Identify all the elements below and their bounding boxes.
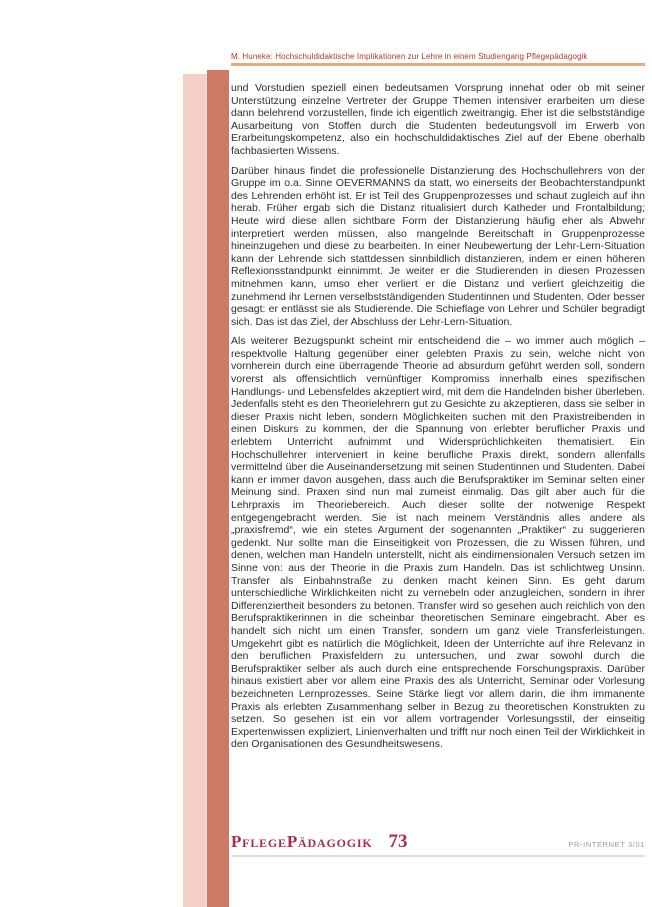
page-footer <box>231 831 645 857</box>
article-body <box>231 82 645 751</box>
footer-section-title: PflegePädagogik <box>231 832 373 851</box>
footer-rule <box>231 855 645 857</box>
page-content <box>231 52 645 758</box>
footer-issue-label: PR-INTERNET 3/01 <box>568 840 645 849</box>
article-paragraph-1: und Vorstudien speziell einen bedeutsamen Vorsprung innehat oder ob mit seiner Unterstützung einzelne Vertreter der Gruppe Themen intensiver erarbeiten um diese dann belehrend vorzustellen, finde ich eigentlich zweitrangig. Eher ist die selbstständige Ausarbeitung von Stoffen durch die Studenten bedeutungsvoll im Erwerb von Erarbeitungskompetenz, also ein hochschuldidaktisches Ziel auf der Ebene oberhalb fachbasierten Wissens. <box>231 82 645 157</box>
article-paragraph-3: Als weiterer Bezugspunkt scheint mir entscheidend die – wo immer auch möglich – respektvolle Haltung gegenüber einer gelebten Praxis zu sein, welche nicht von vornherein durch eine überragende Theorie ad absurdum geführt werden soll, sondern vorerst als offensichtlich vernünftiger Kompromiss innerhalb eines spezifischen Handlungs- und Lebensfeldes akzeptiert wird, mit dem die Handelnden bisher überleben. Jedenfalls steht es den Theorielehrern gut zu Gesichte zu akzeptieren, dass sie selber in dieser Praxis nicht leben, sondern Möglichkeiten suchen mit den Praxistreibenden in einen Diskurs zu kommen, der die Spannung von erlebter beruflicher Praxis und erlebtem Unterricht aufnimmt und Widersprüchlichkeiten thematisiert. Ein Hochschullehrer interveniert in keine berufliche Praxis direkt, sondern allenfalls vermittelnd über die Auseinandersetzung mit seinen Studentinnen und Studenten. Dabei kann er immer davon ausgehen, dass auch die Berufspraktiker im Seminar selten einer Meinung sind. Praxen sind nun mal zumeist einmalig. Das gilt aber auch für die Lehrpraxis im Theoriebereich. Auch dieser sollte der notwenige Respekt entgegengebracht werden. Sie ist nach meinem Verständnis alles andere als „praxisfremd“, wie ein stetes Argument der sogenannten „Praktiker“ zu suggerieren gedenkt. Nur sollte man die Einseitigkeit von Prozessen, die zu Wissen führen, und denen, welchen man Handeln unterstellt, nicht als eindimensionalen Versuch setzen im Sinne von: aus der Theorie in die Praxis zum Handeln. Das ist schlichtweg Unsinn. Transfer als Einbahnstraße zu denken macht keinen Sinn. Es geht darum unterschiedliche Wirklichkeiten nicht zu vernebeln oder anzugleichen, sondern in ihrer Differenziertheit besonders zu betonen. Transfer wird so gesehen auch reichlich von den Berufspraktikerinnen in die scheinbar theoretischen Seminare eingebracht. Aber es handelt sich nicht um einen Transfer, sondern um ganz viele Transferleistungen. Umgekehrt gibt es natürlich die Möglichkeit, Ideen der Unterrichte auf ihre Relevanz in den beruflichen Praxisfeldern zu untersuchen, und zwar sowohl durch die Berufspraktiker selber als auch durch eine entsprechende Forschungspraxis. Darüber hinaus existiert aber vor allem eine Praxis des als Unterricht, Seminar oder Vorlesung bezeichneten Lernprozesses. Seine Stärke liegt vor allem darin, die ihm immanente Praxis als erlebten Zusammenhang selber in Bezug zu theoretischen Konstrukten zu setzen. So gesehen ist ein vor allem vortragender Vorlesungsstil, der einseitig Expertenwissen expliziert, Linienverhalten und trifft nur noch einen Teil der Wirklichkeit in den Organisationen des Gesundheitswesens. <box>231 335 645 751</box>
footer-row <box>231 831 645 853</box>
running-header-rule <box>231 63 645 66</box>
footer-page-number: 73 <box>388 831 408 852</box>
left-margin-band-dark <box>207 70 229 907</box>
running-header: M. Huneke: Hochschuldidaktische Implikationen zur Lehre in einem Studiengang Pflegepädagogik <box>231 52 588 61</box>
article-paragraph-2: Darüber hinaus findet die professionelle Distanzierung des Hochschullehrers von der Gruppe im o.a. Sinne OEVERMANNS da statt, wo einerseits der Beobachterstandpunkt des Lehrenden erhöht ist. Er ist Teil des Gruppenprozesses und schaut zugleich auf ihn herab. Früher ergab sich die Distanz ritualisiert durch Katheder und Frontalbildung; Heute wird diese allen sichtbare Form der Distanzierung häufig eher als Abwehr interpretiert werden müssen, also mangelnde Bereitschaft in Gruppenprozesse hineinzugehen und diese zu bearbeiten. In einer Neubewertung der Lehr-Lern-Situation kann der Lehrende sich stattdessen sinnbildlich distanzieren, indem er einen höheren Reflexionsstandpunkt einnimmt. Je weiter er die Studierenden in diesen Prozessen mitnehmen kann, umso eher verliert er die Distanz und verliert gleichzeitig die zunehmend ihr Lernen verselbstständigenden Studentinnen und Studenten. Oder besser gesagt: er entlässt sie als Studierende. Die Schieflage von Lehrer und Schüler begradigt sich. Das ist das Ziel, der Abschluss der Lehr-Lern-Situation. <box>231 164 645 328</box>
left-margin-band-light <box>183 74 205 907</box>
